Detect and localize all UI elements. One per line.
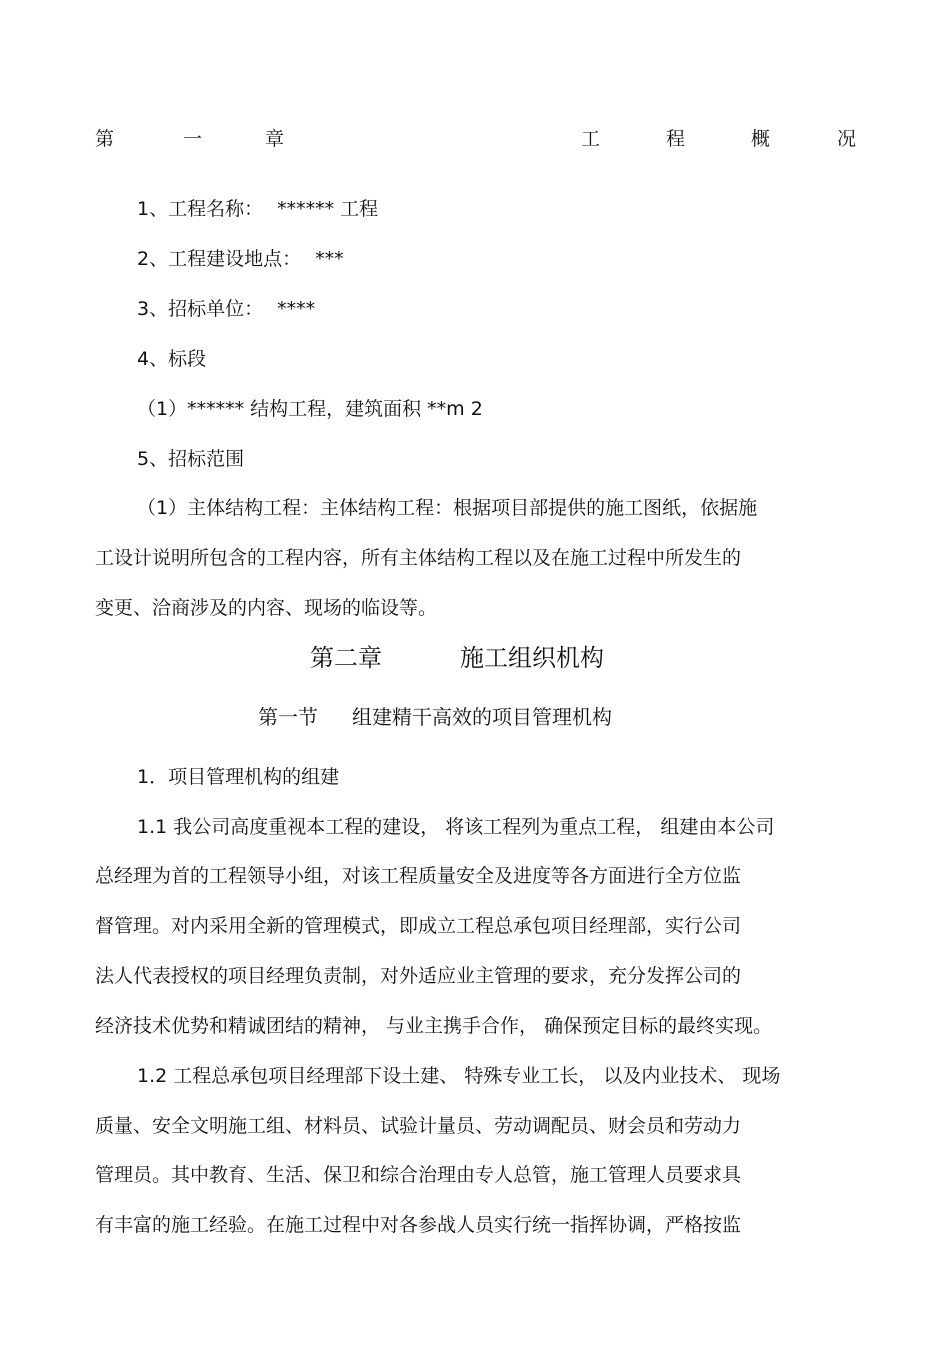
chapter1-char: 第 bbox=[95, 128, 115, 150]
paragraph-1-2-line: 1.2 工程总承包项目经理部下设土建、 特殊专业工长， 以及内业技术、 现场 bbox=[137, 1065, 781, 1087]
section1-heading bbox=[258, 703, 612, 731]
item-section bbox=[137, 346, 206, 372]
chapter2-title: 施工组织机构 bbox=[460, 644, 604, 672]
scope-paragraph-line: （1）主体结构工程：主体结构工程：根据项目部提供的施工图纸，依据施 bbox=[137, 497, 758, 519]
paragraph-1-1-line: 督管理。对内采用全新的管理模式，即成立工程总承包项目经理部，实行公司 bbox=[95, 915, 742, 937]
item-number: 1、 bbox=[137, 198, 169, 220]
paragraph-1-1-line: 总经理为首的工程领导小组，对该工程质量安全及进度等各方面进行全方位监 bbox=[95, 865, 742, 887]
chapter1-char: 概 bbox=[751, 128, 771, 150]
item-label: 招标单位： bbox=[168, 298, 264, 320]
subsection-heading: 1．项目管理机构的组建 bbox=[137, 766, 340, 788]
item-bidding-scope: 5、招标范围 bbox=[137, 448, 245, 470]
section1-title: 组建精干高效的项目管理机构 bbox=[352, 705, 612, 729]
paragraph-1-2-line: 管理员。其中教育、生活、保卫和综合治理由专人总管，施工管理人员要求具 bbox=[95, 1164, 742, 1186]
item-value: *** bbox=[315, 248, 344, 270]
section-subitem: （1）****** 结构工程，建筑面积 **m 2 bbox=[137, 398, 483, 420]
paragraph-1-1-line: 1.1 我公司高度重视本工程的建设， 将该工程列为重点工程， 组建由本公司 bbox=[137, 816, 775, 838]
paragraph-1-1-line: 法人代表授权的项目经理负责制，对外适应业主管理的要求，充分发挥公司的 bbox=[95, 965, 742, 987]
item-label: 工程名称： bbox=[168, 198, 264, 220]
chapter1-char: 程 bbox=[666, 128, 686, 150]
item-bidding-unit bbox=[137, 296, 315, 322]
item-value: **** bbox=[277, 298, 316, 320]
chapter1-heading bbox=[95, 126, 857, 152]
item-label: 标段 bbox=[168, 348, 207, 370]
chapter2-heading bbox=[310, 642, 604, 674]
item-number: 3、 bbox=[137, 298, 169, 320]
chapter1-char: 一 bbox=[183, 128, 203, 150]
item-project-name bbox=[137, 196, 378, 222]
item-number: 4、 bbox=[137, 348, 169, 370]
item-project-location bbox=[137, 246, 344, 272]
item-number: 2、 bbox=[137, 248, 169, 270]
chapter2-label: 第二章 bbox=[310, 644, 382, 672]
chapter1-char: 章 bbox=[265, 128, 285, 150]
paragraph-1-2-line: 有丰富的施工经验。在施工过程中对各参战人员实行统一指挥协调，严格按监 bbox=[95, 1214, 742, 1236]
scope-paragraph-line: 变更、洽商涉及的内容、现场的临设等。 bbox=[95, 597, 438, 619]
chapter1-char: 工 bbox=[581, 128, 601, 150]
paragraph-1-1-line: 经济技术优势和精诚团结的精神， 与业主携手合作， 确保预定目标的最终实现。 bbox=[95, 1015, 773, 1037]
paragraph-1-2-line: 质量、安全文明施工组、材料员、试验计量员、劳动调配员、财会员和劳动力 bbox=[95, 1115, 742, 1137]
item-value: ****** 工程 bbox=[277, 198, 379, 220]
chapter1-char: 况 bbox=[837, 128, 857, 150]
section1-label: 第一节 bbox=[258, 705, 318, 729]
scope-paragraph-line: 工设计说明所包含的工程内容，所有主体结构工程以及在施工过程中所发生的 bbox=[95, 547, 742, 569]
item-label: 工程建设地点： bbox=[168, 248, 302, 270]
